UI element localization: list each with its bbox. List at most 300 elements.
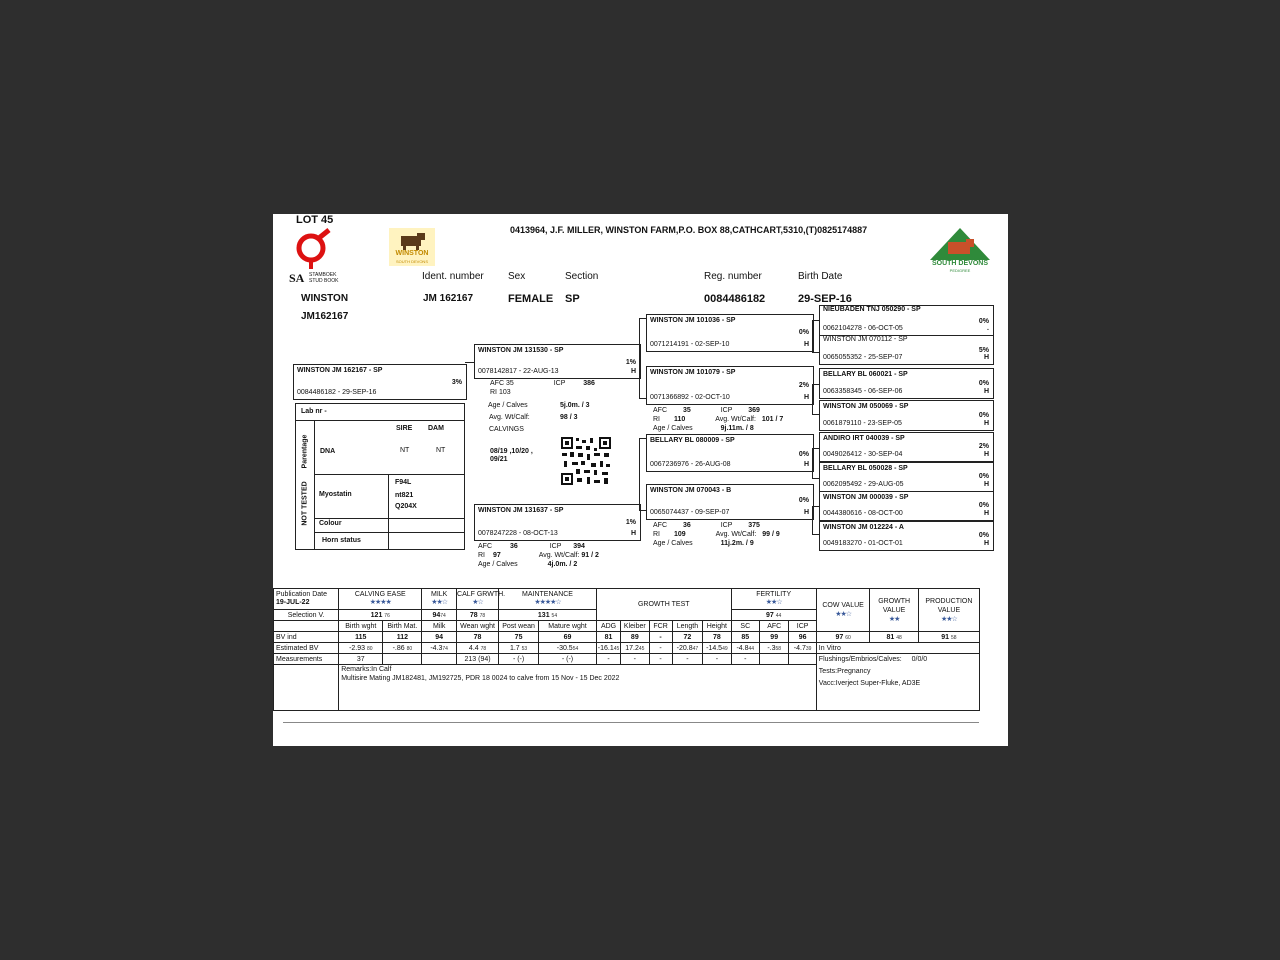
bv-cell: 96 [789, 632, 816, 643]
afc-value: 36 [509, 543, 518, 550]
ebv-acc: 39 [805, 645, 812, 652]
ebv-cell [789, 643, 816, 654]
ggp-reg: 0061879110 - 23-SEP-05 [823, 420, 902, 427]
south-devons-logo [928, 226, 992, 274]
col-header: Kleiber [621, 621, 649, 632]
ri-label: RI [653, 416, 660, 423]
sel-calving [339, 610, 422, 621]
gp-pct: 2% [798, 382, 809, 389]
ebv-cell [731, 643, 759, 654]
sel-value: 78 [469, 611, 478, 619]
gp-name: BELLARY BL 080009 - SP [650, 437, 735, 444]
meas-cell: - [649, 654, 672, 665]
dam-horn: H [630, 530, 636, 537]
dna-sire: NT [400, 447, 410, 454]
dam-pct: 1% [625, 519, 636, 526]
meas-cell: - [731, 654, 759, 665]
flushings-value: 0/0/0 [911, 656, 928, 663]
remarks-text: Multisire Mating JM182481, JM192725, PDR 18 0024 to calve from 15 Nov - 15 Dec 2022 [341, 675, 620, 682]
dam-name: WINSTON JM 131637 - SP [478, 507, 564, 514]
icp-label: ICP [720, 522, 733, 529]
avg-wt-label: Avg. Wt/Calf: [538, 552, 580, 559]
star-icon: ★★☆ [765, 599, 782, 606]
avg-wt-label: Avg. Wt/Calf: [715, 416, 756, 423]
calving-label: CALVING EASE [354, 591, 406, 598]
col-header: Post wean [499, 621, 539, 632]
prod-acc: 58 [951, 634, 957, 641]
ggp-name: ANDIRO IRT 040039 - SP [823, 435, 905, 442]
sex-label: Sex [508, 271, 526, 282]
self-reg: 0084486182 - 29-SEP-16 [297, 389, 377, 396]
ebv-cell [383, 643, 422, 654]
avg-wt-value: 98 / 3 [560, 414, 578, 421]
ebv-acc: 54 [572, 645, 579, 652]
fert-label: FERTILITY [756, 591, 792, 598]
gv-label: GROWTH VALUE [878, 597, 911, 614]
sel-value: 121 [370, 611, 383, 619]
winston-logo-sub: SOUTH DEVONS [395, 259, 428, 264]
ebv-acc: 49 [722, 645, 728, 652]
afc-value: 35 [682, 407, 691, 414]
cow-value-header [816, 589, 870, 632]
ggp-horn: H [983, 388, 989, 395]
sire-reg: 0078142817 - 22-AUG-13 [478, 368, 559, 375]
ebv-cell [422, 643, 457, 654]
bv-label: BV ind [274, 632, 339, 643]
growth-acc: 48 [896, 634, 902, 641]
great-grandparent-box-6 [819, 462, 994, 492]
star-icon: ★★☆ [431, 599, 448, 606]
ggp-reg: 0044380616 - 08-OCT-00 [823, 510, 903, 517]
sa-text1: STAMBOEK [309, 272, 337, 278]
myo-f94l: F94L [395, 479, 412, 486]
ri-value: 97 [492, 552, 501, 559]
ebv-value: -4.8 [736, 644, 749, 652]
gp-stats-2 [653, 521, 780, 548]
maint-label: MAINTENANCE [522, 591, 573, 598]
star-icon: ★★☆ [835, 611, 852, 618]
bv-cell: 72 [672, 632, 703, 643]
extras-cell [816, 654, 979, 711]
gp-horn: H [803, 394, 809, 401]
birth-label: Birth Date [798, 271, 843, 282]
meas-cell: - [596, 654, 620, 665]
sire-box [474, 344, 641, 379]
col-header: ADG [596, 621, 620, 632]
meas-cell: - (-) [499, 654, 539, 665]
meas-cell: - [703, 654, 731, 665]
gp-horn: H [803, 509, 809, 516]
grandparent-box-3 [646, 434, 814, 472]
grandparent-box-1 [646, 314, 814, 352]
afc-value: 36 [682, 522, 691, 529]
icp-value: 375 [748, 522, 760, 529]
sex-value: FEMALE [508, 293, 554, 305]
sire-pct: 1% [625, 359, 636, 366]
ebv-value: -30.5 [556, 644, 573, 652]
col-header: Length [672, 621, 703, 632]
afc-label: AFC 35 [490, 380, 514, 387]
ebv-cell [596, 643, 620, 654]
sel-acc: 54 [551, 612, 558, 619]
ebv-value: - [659, 644, 662, 652]
bv-cell: 78 [457, 632, 499, 643]
star-icon: ★☆ [472, 599, 483, 606]
winston-logo-text: WINSTON [395, 250, 429, 257]
meas-cell [383, 654, 422, 665]
col-header: FCR [649, 621, 672, 632]
vacc-text: Vacc:Iverject Super-Fluke, AD3E [818, 680, 921, 687]
ggp-horn: H [983, 354, 989, 361]
age-calves-value: 11j.2m. / 9 [720, 540, 754, 547]
sel-acc: 78 [479, 612, 486, 619]
star-icon: ★★☆ [941, 615, 957, 623]
winston-logo [389, 228, 435, 266]
avg-wt-value: 101 / 7 [761, 416, 784, 423]
bv-cell: 115 [339, 632, 383, 643]
sel-acc: 74 [440, 612, 446, 619]
not-tested-label: NOT TESTED [301, 481, 309, 526]
calvings-dates-2: 09/21 [490, 456, 508, 463]
sel-acc: 76 [384, 612, 390, 619]
section-label: Section [565, 271, 599, 282]
gp-pct: 0% [798, 497, 809, 504]
remarks-label: Remarks:In Calf [341, 666, 392, 673]
publication-cell [274, 589, 339, 610]
cow-label: COW VALUE [822, 602, 864, 609]
mountain-bull-icon [928, 226, 992, 262]
growth-value: 81 [886, 633, 895, 641]
ggp-name: WINSTON JM 050069 - SP [823, 403, 909, 410]
ebv-value: -.86 [392, 644, 405, 652]
age-calves-label: Age / Calves [653, 425, 693, 432]
gp-reg: 0067236976 - 26-AUG-08 [650, 461, 731, 468]
selection-label: Selection V. [274, 610, 339, 621]
lab-sire-header: SIRE [396, 425, 413, 432]
ebv-acc: 44 [748, 645, 755, 652]
growth-value-header [870, 589, 918, 632]
ebv-value: 17.2 [625, 644, 639, 652]
ggp-pct: 0% [978, 412, 989, 419]
col-header: AFC [759, 621, 788, 632]
ggp-horn: H [983, 451, 989, 458]
meas-cell: 37 [339, 654, 383, 665]
parentage-label: Parentage [301, 434, 309, 469]
reg-label: Reg. number [704, 271, 762, 282]
gp-reg: 0071214191 - 02-SEP-10 [650, 341, 730, 348]
great-grandparent-box-4 [819, 400, 994, 431]
lab-section [295, 403, 465, 550]
age-calves-label: Age / Calves [478, 561, 518, 568]
afc-label: AFC [478, 543, 492, 550]
ebv-acc: 80 [406, 645, 413, 652]
sel-acc: 44 [775, 612, 782, 619]
birth-value: 29-SEP-16 [798, 293, 852, 305]
icp-value: 369 [748, 407, 760, 414]
gp-reg: 0065074437 - 09-SEP-07 [650, 509, 730, 516]
col-header: Wean wght [457, 621, 499, 632]
gp-horn: H [803, 461, 809, 468]
prod-value: 91 [941, 633, 950, 641]
self-name: WINSTON JM 162167 - SP [297, 367, 383, 374]
sel-value: 97 [766, 611, 774, 619]
meas-cell [422, 654, 457, 665]
ri-label: RI [478, 552, 485, 559]
ebv-cell [703, 643, 731, 654]
meas-cell: 213 (94) [457, 654, 499, 665]
ebv-value: -16.1 [597, 644, 614, 652]
age-calves-value: 5j.0m. / 3 [560, 402, 590, 409]
gp-pct: 0% [798, 329, 809, 336]
gp-reg: 0071366892 - 02-OCT-10 [650, 394, 730, 401]
dam-box [474, 504, 641, 541]
ggp-horn: H [983, 481, 989, 488]
lab-dam-header: DAM [428, 425, 444, 432]
milk-label: MILK [430, 591, 448, 598]
ggp-name: WINSTON JM 012224 - A [823, 524, 904, 531]
col-header: Mature wght [539, 621, 597, 632]
dna-dam: NT [436, 447, 446, 454]
avg-wt-value: 99 / 9 [762, 531, 780, 538]
ebv-acc: 45 [638, 645, 645, 652]
production-value-header [918, 589, 979, 632]
milk-header [422, 589, 457, 610]
ebv-value: -14.5 [706, 644, 723, 652]
ebv-acc: 78 [480, 645, 487, 652]
growth-value-cell [870, 632, 918, 643]
icp-label: ICP [549, 543, 562, 550]
myo-q204x: Q204X [395, 503, 417, 510]
lot-number: LOT 45 [296, 214, 334, 226]
age-calves-label: Age / Calves [488, 402, 528, 409]
calf-growth-header [457, 589, 506, 610]
col-header: Birth wght [339, 621, 383, 632]
animal-name: WINSTON [301, 293, 349, 304]
reg-value: 0084486182 [704, 293, 766, 305]
sel-value: 131 [537, 611, 550, 619]
col-header: Milk [422, 621, 457, 632]
great-grandparent-box-7 [819, 491, 994, 521]
ebv-acc: 53 [521, 645, 528, 652]
gp-stats-1 [653, 406, 783, 433]
ggp-reg: 0065055352 - 25-SEP-07 [823, 354, 903, 361]
ebv-cell [539, 643, 597, 654]
great-grandparent-box-8 [819, 521, 994, 551]
meas-cell [759, 654, 788, 665]
bv-cell: 85 [731, 632, 759, 643]
ebv-value: -20.8 [676, 644, 693, 652]
ebv-acc: 47 [692, 645, 699, 652]
ggp-name: BELLARY BL 050028 - SP [823, 465, 908, 472]
ebv-cell [672, 643, 703, 654]
pub-label: Publication Date [276, 591, 327, 598]
performance-table [273, 588, 980, 711]
ggp-horn: H [983, 420, 989, 427]
grandparent-box-4 [646, 484, 814, 520]
col-header: Height [703, 621, 731, 632]
ident-value: JM 162167 [423, 293, 474, 304]
ggp-pct: 0% [978, 532, 989, 539]
south-devons-text: SOUTH DEVONS [931, 260, 988, 267]
ggp-horn: . [987, 325, 989, 332]
calvings-label: CALVINGS [489, 426, 524, 433]
ggp-reg: 0063358345 - 06-SEP-06 [823, 388, 903, 395]
avg-wt-label: Avg. Wt/Calf: [715, 531, 757, 538]
ggp-pct: 2% [978, 443, 989, 450]
sel-fert [731, 610, 816, 621]
ebv-cell [759, 643, 788, 654]
in-vitro: In Vitro [816, 643, 979, 654]
afc-label: AFC [653, 522, 667, 529]
animal-code: JM162167 [301, 311, 349, 322]
gp-name: WINSTON JM 070043 - B [650, 487, 732, 494]
ident-label: Ident. number [422, 271, 484, 282]
col-header: Birth Mat. [383, 621, 422, 632]
icp-value: 386 [583, 380, 595, 387]
ggp-pct: 0% [978, 380, 989, 387]
ggp-reg: 0062095492 - 29-AUG-05 [823, 481, 904, 488]
sa-studbook-logo [289, 232, 345, 286]
ebv-cell [621, 643, 649, 654]
gp-horn: H [803, 341, 809, 348]
sa-text2: STUD BOOK [309, 278, 339, 284]
pedigree-certificate [273, 214, 1008, 746]
section-value: SP [565, 293, 580, 305]
ebv-value: -2.93 [349, 644, 366, 652]
bv-cell: 69 [539, 632, 597, 643]
ggp-pct: 0% [978, 502, 989, 509]
afc-label: AFC [653, 407, 667, 414]
ebv-cell [339, 643, 383, 654]
age-calves-value: 9j.11m. / 8 [720, 425, 754, 432]
sire-name: WINSTON JM 131530 - SP [478, 347, 564, 354]
sel-milk [422, 610, 457, 621]
icp-label: ICP [553, 380, 566, 387]
ggp-name: WINSTON JM 070112 - SP [823, 336, 908, 343]
great-grandparent-box-2 [819, 335, 994, 365]
breeder-address: 0413964, J.F. MILLER, WINSTON FARM,P.O. BOX 88,CATHCART,5310,(T)0825174887 [510, 225, 868, 235]
dam-sire-stats [490, 379, 595, 397]
lab-nr: Lab nr - [301, 408, 327, 415]
bull-icon [397, 230, 427, 250]
ebv-value: 4.4 [468, 644, 479, 652]
myo-nt821: nt821 [395, 492, 414, 499]
great-grandparent-box-1 [819, 305, 994, 336]
ggp-pct: 0% [978, 473, 989, 480]
ggp-pct: 0% [978, 318, 989, 325]
animal-pedigree-box [293, 364, 467, 400]
dam-reg: 0078247228 - 08-OCT-13 [478, 530, 558, 537]
age-calves-label: Age / Calves [653, 540, 693, 547]
ebv-value: -.3 [767, 644, 776, 652]
icp-value: 394 [573, 543, 585, 550]
ggp-name: WINSTON JM 000039 - SP [823, 494, 909, 501]
cow-value-cell [816, 632, 870, 643]
meas-cell: - (-) [539, 654, 597, 665]
calvings-dates: 08/19 ,10/20 , [490, 448, 533, 455]
col-header: SC [731, 621, 759, 632]
bv-cell: 94 [422, 632, 457, 643]
flushings-label: Flushings/Embrios/Calves: [818, 656, 902, 663]
col-header: ICP [789, 621, 816, 632]
bv-cell: 112 [383, 632, 422, 643]
bv-cell: 81 [596, 632, 620, 643]
ri-value: RI 103 [490, 389, 511, 396]
bv-cell: 78 [703, 632, 731, 643]
ggp-name: BELLARY BL 060021 - SP [823, 371, 908, 378]
prod-value-cell [918, 632, 979, 643]
cow-value: 97 [835, 633, 844, 641]
sa-mark: SA [289, 271, 305, 285]
south-devons-sub: PEDIGREE [949, 268, 971, 273]
ggp-reg: 0049183270 - 01-OCT-01 [823, 540, 903, 547]
dam-dam-stats [478, 542, 599, 569]
ggp-horn: H [983, 510, 989, 517]
great-grandparent-box-5 [819, 432, 994, 462]
ri-label: RI [653, 531, 660, 538]
star-icon: ★★★★ [369, 599, 391, 606]
pv-label: PRODUCTION VALUE [925, 597, 973, 614]
ri-value: 109 [673, 531, 686, 538]
ebv-acc: 58 [775, 645, 782, 652]
self-pct: 3% [451, 379, 462, 386]
avg-wt-label: Avg. Wt/Calf: [489, 414, 530, 421]
sire-horn: H [630, 368, 636, 375]
myostatin-label: Myostatin [319, 491, 352, 498]
ggp-name: NIEUBADEN TNJ 050290 - SP [823, 306, 921, 313]
fertility-header [731, 589, 816, 610]
ebv-value: -4.7 [793, 644, 806, 652]
sel-calf [457, 610, 499, 621]
sel-maint [499, 610, 597, 621]
dna-label: DNA [320, 448, 336, 455]
star-icon: ★★ [888, 615, 900, 623]
ebv-acc: 45 [613, 645, 620, 652]
studbook-emblem-icon [295, 232, 335, 272]
ggp-pct: 5% [978, 347, 989, 354]
grandparent-box-2 [646, 366, 814, 405]
maintenance-header [499, 589, 597, 610]
horn-status-label: Horn status [322, 537, 361, 544]
ri-value: 110 [673, 416, 686, 423]
ggp-horn: H [983, 540, 989, 547]
remarks-cell [339, 665, 817, 711]
ebv-acc: 80 [366, 645, 373, 652]
ggp-reg: 0062104278 - 06-OCT-05 [823, 325, 903, 332]
star-icon: ★★★★☆ [534, 599, 561, 606]
growth-test-header: GROWTH TEST [596, 589, 731, 621]
meas-label: Measurements [274, 654, 339, 665]
tests-text: Tests:Pregnancy [818, 668, 871, 675]
calving-ease-header [339, 589, 422, 610]
age-calves-value: 4j.0m. / 2 [547, 561, 578, 568]
sel-value: 94 [432, 611, 441, 619]
ebv-cell [649, 643, 672, 654]
bv-cell: 89 [621, 632, 649, 643]
ebv-acc: 74 [442, 645, 448, 652]
ebv-label: Estimated BV [274, 643, 339, 654]
icp-label: ICP [720, 407, 733, 414]
bv-cell: 99 [759, 632, 788, 643]
meas-cell: - [621, 654, 649, 665]
great-grandparent-box-3 [819, 368, 994, 399]
gp-pct: 0% [798, 451, 809, 458]
qr-code-icon [560, 436, 612, 486]
cow-acc: 60 [845, 634, 851, 641]
ebv-value: 1.7 [509, 644, 520, 652]
gp-name: WINSTON JM 101079 - SP [650, 369, 736, 376]
meas-cell [789, 654, 816, 665]
